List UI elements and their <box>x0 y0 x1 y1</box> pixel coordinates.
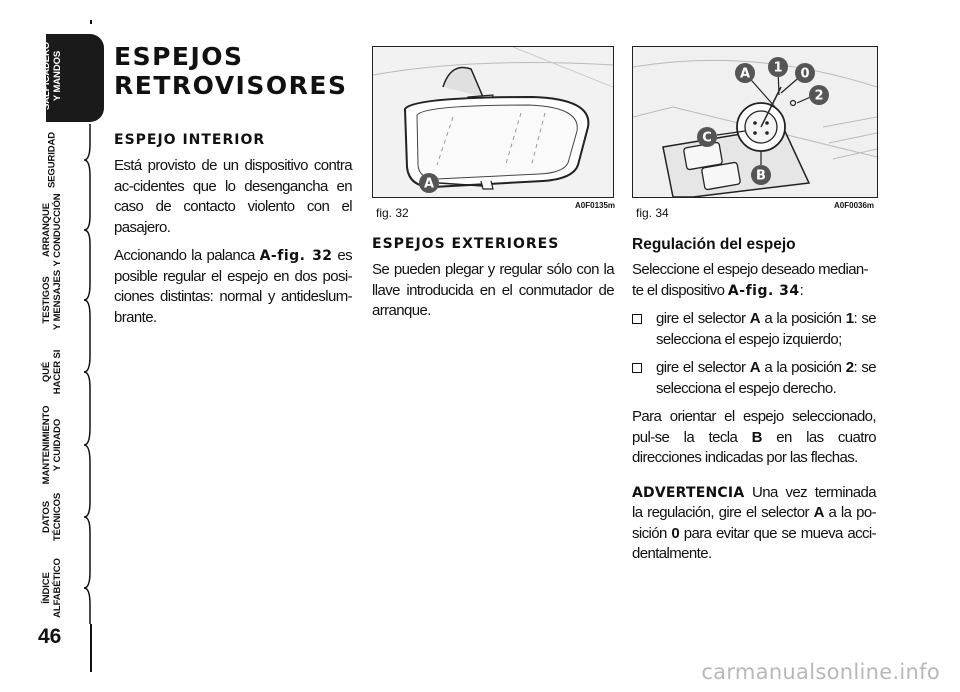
callout-c: C <box>702 130 712 146</box>
sidebar-rule-top <box>90 20 92 24</box>
tab-label: SALPICADERO Y MANDOS <box>41 41 63 111</box>
fig-32-code: A0F0135m <box>575 201 616 210</box>
tab-label: DATOS TÉCNICOS <box>41 492 63 542</box>
figure-32 <box>372 46 614 198</box>
exterior-paragraph-1: Se pueden plegar y regular sólo con la llave introducida en el conmutador de arranque. <box>372 261 614 319</box>
callout-2: 2 <box>814 88 824 104</box>
tab-label: ARRANQUE Y CONDUCCIÓN <box>41 193 63 267</box>
regulacion-bullet-2: gire el selector A a la posición 2: se selecciona el espejo derecho. <box>632 358 876 399</box>
tab-label: SEGURIDAD <box>46 131 58 189</box>
callout-a: A <box>423 176 435 192</box>
tab-divider <box>84 482 96 552</box>
tab-divider <box>84 408 96 482</box>
page-title <box>114 42 347 100</box>
tab-mantenimiento-y-cuidado[interactable] <box>0 405 104 485</box>
tab-salpicadero-y-mandos[interactable] <box>0 28 104 124</box>
fig-34-code: A0F0036m <box>834 201 875 210</box>
interior-paragraph-2: Accionando la palanca A-fig. 32 es posible regular el espejo en dos posi-ciones distintas: normal y antideslum-brante. <box>114 247 352 326</box>
watermark: carmanualsonline.info <box>701 660 940 684</box>
tab-seguridad[interactable] <box>0 124 104 196</box>
callout-1: 1 <box>773 60 783 76</box>
regulacion-bullet-1: gire el selector A a la posición 1: se selecciona el espejo izquierdo; <box>632 309 876 350</box>
ref-fig-32[interactable]: A-fig. 32 <box>259 248 333 264</box>
heading-espejo-interior: ESPEJO INTERIOR <box>114 132 266 148</box>
page-number: 46 <box>38 625 62 648</box>
callout-0: 0 <box>800 66 810 82</box>
tab-label: MANTENIMIENTO Y CUIDADO <box>41 405 63 485</box>
tab-label: QUÉ HACER SI <box>41 349 63 395</box>
column-regulacion <box>632 236 876 573</box>
interior-mirror-illustration <box>373 47 613 197</box>
figure-34 <box>632 46 878 198</box>
tab-divider <box>84 124 96 196</box>
column-interior <box>114 132 352 336</box>
title-line-1: ESPEJOS <box>114 42 244 71</box>
tab-divider <box>84 552 96 624</box>
title-line-2: RETROVISORES <box>114 71 348 100</box>
tab-datos-tecnicos[interactable] <box>0 482 104 552</box>
callout-b: B <box>756 168 766 184</box>
checkbox-bullet-icon <box>632 363 642 373</box>
heading-espejos-exteriores: ESPEJOS EXTERIORES <box>372 236 560 252</box>
checkbox-bullet-icon <box>632 314 642 324</box>
fig-34-caption: fig. 34 <box>636 206 669 220</box>
tab-indice-alfabetico[interactable] <box>0 552 104 624</box>
column-exterior <box>372 236 614 330</box>
tab-arranque-y-conduccion[interactable] <box>0 193 104 267</box>
advertencia-paragraph: ADVERTENCIA Una vez terminada la regulación, gire el selector A a la po-sición 0 para evitar que se mueva acci-dentalmente. <box>632 483 876 562</box>
callout-a: A <box>739 66 751 82</box>
tab-divider <box>84 336 96 408</box>
heading-regulacion-del-espejo: Regulación del espejo <box>632 236 796 253</box>
tab-divider <box>84 264 96 336</box>
tab-label: ÍNDICE ALFABÉTICO <box>41 558 63 618</box>
fig-32-caption: fig. 32 <box>376 206 409 220</box>
sidebar-rule-bottom <box>90 624 92 672</box>
ref-fig-34[interactable]: A-fig. 34 <box>727 282 800 299</box>
chapter-sidebar <box>0 0 104 692</box>
tab-testigos-y-mensajes[interactable] <box>0 264 104 336</box>
advertencia-label: ADVERTENCIA <box>632 484 745 501</box>
tab-label: TESTIGOS Y MENSAJES <box>41 269 63 331</box>
tab-divider <box>84 196 96 264</box>
regulacion-intro: Seleccione el espejo deseado median-te el dispositivo A-fig. 34: <box>632 261 869 299</box>
regulacion-paragraph-2: Para orientar el espejo seleccionado, pul-se la tecla B en las cuatro direcciones indicadas por las flechas. <box>632 408 876 466</box>
tab-que-hacer-si[interactable] <box>0 336 104 408</box>
interior-paragraph-1: Está provisto de un dispositivo contra ac-cidentes que lo desengancha en caso de contacto violento con el pasajero. <box>114 157 352 236</box>
door-switch-illustration <box>633 47 877 197</box>
